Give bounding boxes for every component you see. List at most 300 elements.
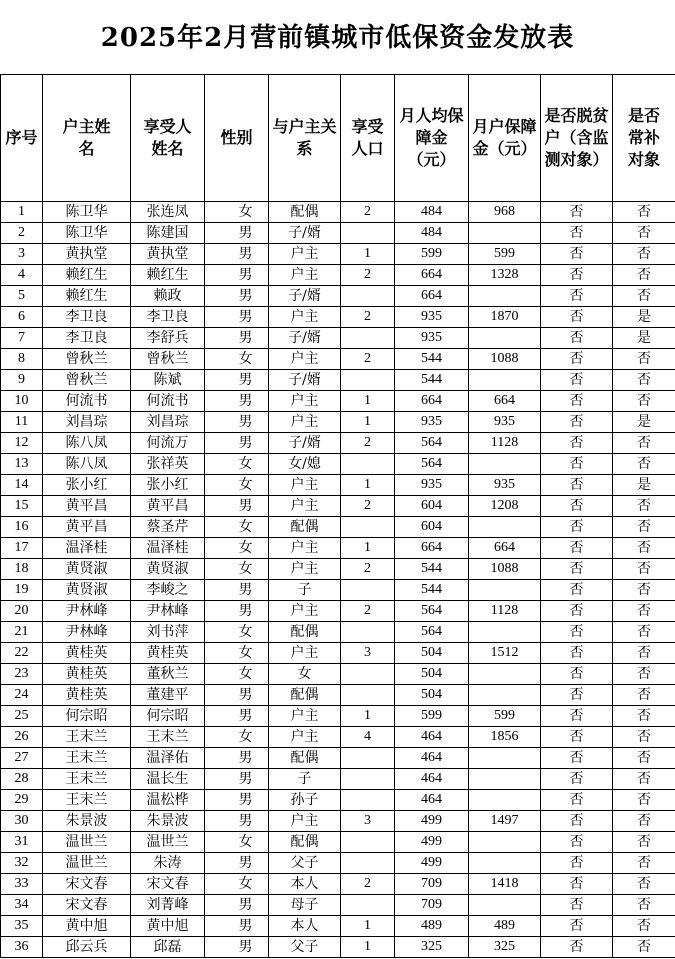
table-row: [1, 769, 675, 790]
cell-relation: 子/婿: [269, 223, 341, 244]
cell-no: 17: [1, 538, 43, 559]
cell-household-amount: [469, 223, 541, 244]
cell-recipient: 朱景波: [131, 811, 205, 832]
cell-household-amount: [469, 664, 541, 685]
cell-no: 30: [1, 811, 43, 832]
cell-poverty-flag: 否: [541, 769, 613, 790]
cell-population: [341, 622, 395, 643]
cell-population: 2: [341, 874, 395, 895]
cell-sex: 男: [205, 580, 269, 601]
cell-regular-flag: 否: [613, 454, 675, 475]
cell-recipient: 赖政: [131, 286, 205, 307]
cell-poverty-flag: 否: [541, 433, 613, 454]
cell-no: 5: [1, 286, 43, 307]
cell-population: 4: [341, 727, 395, 748]
cell-avg-amount: 464: [395, 790, 469, 811]
cell-household-head: 黄平昌: [43, 517, 131, 538]
cell-relation: 户主: [269, 307, 341, 328]
cell-no: 24: [1, 685, 43, 706]
table-row: [1, 496, 675, 517]
cell-population: [341, 832, 395, 853]
cell-household-amount: [469, 454, 541, 475]
cell-sex: 女: [205, 517, 269, 538]
table-row: [1, 517, 675, 538]
cell-avg-amount: 504: [395, 664, 469, 685]
cell-regular-flag: 是: [613, 307, 675, 328]
cell-poverty-flag: 否: [541, 580, 613, 601]
cell-relation: 户主: [269, 391, 341, 412]
cell-relation: 户主: [269, 559, 341, 580]
cell-household-head: 宋文春: [43, 874, 131, 895]
cell-avg-amount: 564: [395, 601, 469, 622]
cell-no: 16: [1, 517, 43, 538]
table-row: [1, 853, 675, 874]
table-row: [1, 727, 675, 748]
cell-regular-flag: 否: [613, 496, 675, 517]
cell-household-head: 邱云兵: [43, 937, 131, 958]
cell-regular-flag: 是: [613, 412, 675, 433]
cell-no: 7: [1, 328, 43, 349]
col-header-total: 月户保障金（元）: [469, 75, 541, 202]
cell-no: 29: [1, 790, 43, 811]
cell-poverty-flag: 否: [541, 664, 613, 685]
cell-recipient: 李峻之: [131, 580, 205, 601]
cell-poverty-flag: 否: [541, 853, 613, 874]
cell-regular-flag: 否: [613, 916, 675, 937]
cell-no: 22: [1, 643, 43, 664]
cell-avg-amount: 504: [395, 643, 469, 664]
table-row: [1, 391, 675, 412]
cell-avg-amount: 464: [395, 727, 469, 748]
cell-recipient: 刘菁峰: [131, 895, 205, 916]
cell-recipient: 温长生: [131, 769, 205, 790]
cell-poverty-flag: 否: [541, 895, 613, 916]
cell-avg-amount: 935: [395, 475, 469, 496]
cell-no: 2: [1, 223, 43, 244]
table-row: [1, 580, 675, 601]
cell-relation: 子/婿: [269, 286, 341, 307]
cell-relation: 户主: [269, 811, 341, 832]
col-header-avg: 月人均保障金（元）: [395, 75, 469, 202]
cell-sex: 男: [205, 265, 269, 286]
cell-no: 1: [1, 202, 43, 223]
cell-avg-amount: 544: [395, 370, 469, 391]
cell-household-amount: 599: [469, 244, 541, 265]
cell-relation: 孙子: [269, 790, 341, 811]
cell-sex: 男: [205, 685, 269, 706]
cell-regular-flag: 否: [613, 748, 675, 769]
table-row: [1, 832, 675, 853]
cell-relation: 配偶: [269, 832, 341, 853]
cell-poverty-flag: 否: [541, 370, 613, 391]
cell-relation: 本人: [269, 916, 341, 937]
cell-household-amount: 1856: [469, 727, 541, 748]
cell-household-amount: 664: [469, 538, 541, 559]
cell-no: 6: [1, 307, 43, 328]
cell-recipient: 温松桦: [131, 790, 205, 811]
cell-sex: 男: [205, 937, 269, 958]
cell-relation: 户主: [269, 475, 341, 496]
cell-regular-flag: 否: [613, 811, 675, 832]
cell-household-amount: [469, 832, 541, 853]
cell-relation: 子/婿: [269, 370, 341, 391]
cell-sex: 女: [205, 349, 269, 370]
cell-sex: 男: [205, 412, 269, 433]
cell-relation: 户主: [269, 601, 341, 622]
cell-poverty-flag: 否: [541, 496, 613, 517]
cell-population: 2: [341, 601, 395, 622]
cell-population: [341, 517, 395, 538]
cell-population: [341, 664, 395, 685]
cell-poverty-flag: 否: [541, 706, 613, 727]
table-row: [1, 265, 675, 286]
cell-household-head: 王末兰: [43, 748, 131, 769]
cell-relation: 本人: [269, 874, 341, 895]
cell-household-head: 朱景波: [43, 811, 131, 832]
cell-population: 2: [341, 202, 395, 223]
cell-recipient: 黄贤淑: [131, 559, 205, 580]
cell-recipient: 董秋兰: [131, 664, 205, 685]
cell-avg-amount: 464: [395, 748, 469, 769]
cell-regular-flag: 否: [613, 370, 675, 391]
cell-regular-flag: 否: [613, 601, 675, 622]
cell-relation: 配偶: [269, 748, 341, 769]
cell-population: 1: [341, 475, 395, 496]
cell-avg-amount: 325: [395, 937, 469, 958]
cell-household-head: 尹林峰: [43, 622, 131, 643]
cell-relation: 子/婿: [269, 433, 341, 454]
table-row: [1, 244, 675, 265]
table-row: [1, 601, 675, 622]
cell-household-head: 黄贤淑: [43, 559, 131, 580]
cell-household-amount: 1870: [469, 307, 541, 328]
cell-household-head: 陈八凤: [43, 433, 131, 454]
table-row: [1, 475, 675, 496]
cell-sex: 女: [205, 832, 269, 853]
cell-household-amount: 489: [469, 916, 541, 937]
cell-household-head: 温世兰: [43, 853, 131, 874]
cell-sex: 女: [205, 202, 269, 223]
cell-population: 2: [341, 307, 395, 328]
cell-poverty-flag: 否: [541, 244, 613, 265]
cell-household-amount: 1208: [469, 496, 541, 517]
table-row: [1, 664, 675, 685]
cell-relation: 子: [269, 769, 341, 790]
cell-regular-flag: 否: [613, 790, 675, 811]
table-row: [1, 433, 675, 454]
cell-no: 8: [1, 349, 43, 370]
cell-household-amount: [469, 769, 541, 790]
cell-population: 2: [341, 349, 395, 370]
cell-sex: 男: [205, 853, 269, 874]
cell-avg-amount: 499: [395, 832, 469, 853]
cell-avg-amount: 935: [395, 307, 469, 328]
cell-household-head: 曾秋兰: [43, 370, 131, 391]
cell-population: 1: [341, 916, 395, 937]
col-header-poor: 是否脱贫户（含监测对象）: [541, 75, 613, 202]
table-row: [1, 706, 675, 727]
cell-sex: 女: [205, 643, 269, 664]
cell-household-amount: [469, 790, 541, 811]
cell-household-head: 李卫良: [43, 328, 131, 349]
cell-avg-amount: 544: [395, 349, 469, 370]
cell-regular-flag: 是: [613, 328, 675, 349]
cell-avg-amount: 599: [395, 244, 469, 265]
cell-population: [341, 853, 395, 874]
cell-household-amount: 1512: [469, 643, 541, 664]
cell-poverty-flag: 否: [541, 391, 613, 412]
cell-sex: 男: [205, 328, 269, 349]
cell-regular-flag: 否: [613, 853, 675, 874]
cell-regular-flag: 否: [613, 895, 675, 916]
cell-no: 32: [1, 853, 43, 874]
cell-regular-flag: 否: [613, 874, 675, 895]
cell-household-head: 陈卫华: [43, 223, 131, 244]
cell-no: 35: [1, 916, 43, 937]
cell-sex: 男: [205, 601, 269, 622]
cell-population: 3: [341, 811, 395, 832]
cell-sex: 男: [205, 223, 269, 244]
cell-no: 11: [1, 412, 43, 433]
cell-sex: 男: [205, 244, 269, 265]
cell-avg-amount: 664: [395, 286, 469, 307]
cell-household-amount: 664: [469, 391, 541, 412]
cell-no: 4: [1, 265, 43, 286]
page-title: 2025年2月营前镇城市低保资金发放表: [100, 23, 575, 53]
table-row: [1, 559, 675, 580]
cell-recipient: 宋文春: [131, 874, 205, 895]
cell-avg-amount: 709: [395, 874, 469, 895]
cell-household-amount: 1128: [469, 433, 541, 454]
cell-recipient: 温世兰: [131, 832, 205, 853]
table-row: [1, 622, 675, 643]
cell-poverty-flag: 否: [541, 727, 613, 748]
cell-sex: 男: [205, 391, 269, 412]
cell-avg-amount: 499: [395, 811, 469, 832]
cell-regular-flag: 否: [613, 244, 675, 265]
table-row: [1, 748, 675, 769]
cell-sex: 男: [205, 769, 269, 790]
col-header-head: 户主姓名: [43, 75, 131, 202]
cell-household-head: 曾秋兰: [43, 349, 131, 370]
cell-sex: 男: [205, 748, 269, 769]
cell-household-amount: [469, 748, 541, 769]
cell-avg-amount: 935: [395, 412, 469, 433]
cell-sex: 男: [205, 433, 269, 454]
cell-sex: 男: [205, 916, 269, 937]
cell-recipient: 张连凤: [131, 202, 205, 223]
cell-avg-amount: 484: [395, 202, 469, 223]
cell-household-head: 尹林峰: [43, 601, 131, 622]
cell-recipient: 赖红生: [131, 265, 205, 286]
cell-regular-flag: 否: [613, 769, 675, 790]
cell-recipient: 黄执堂: [131, 244, 205, 265]
cell-household-amount: [469, 853, 541, 874]
table-row: [1, 454, 675, 475]
cell-no: 14: [1, 475, 43, 496]
cell-avg-amount: 664: [395, 265, 469, 286]
cell-avg-amount: 935: [395, 328, 469, 349]
cell-avg-amount: 599: [395, 706, 469, 727]
cell-poverty-flag: 否: [541, 685, 613, 706]
cell-recipient: 何宗昭: [131, 706, 205, 727]
cell-regular-flag: 是: [613, 475, 675, 496]
cell-poverty-flag: 否: [541, 307, 613, 328]
table-row: [1, 937, 675, 958]
cell-household-amount: 1418: [469, 874, 541, 895]
cell-poverty-flag: 否: [541, 622, 613, 643]
cell-regular-flag: 否: [613, 559, 675, 580]
cell-no: 25: [1, 706, 43, 727]
table-row: [1, 874, 675, 895]
cell-poverty-flag: 否: [541, 538, 613, 559]
cell-no: 15: [1, 496, 43, 517]
col-header-name: 享受人姓名: [131, 75, 205, 202]
cell-recipient: 黄桂英: [131, 643, 205, 664]
cell-recipient: 黄中旭: [131, 916, 205, 937]
cell-regular-flag: 否: [613, 622, 675, 643]
cell-poverty-flag: 否: [541, 475, 613, 496]
col-header-sex: 性别: [205, 75, 269, 202]
table-row: [1, 202, 675, 223]
table-row: [1, 685, 675, 706]
cell-poverty-flag: 否: [541, 559, 613, 580]
col-header-regular: 是否常补对象: [613, 75, 675, 202]
cell-household-amount: [469, 580, 541, 601]
cell-sex: 男: [205, 790, 269, 811]
cell-recipient: 李舒兵: [131, 328, 205, 349]
cell-poverty-flag: 否: [541, 811, 613, 832]
cell-household-head: 黄平昌: [43, 496, 131, 517]
cell-sex: 男: [205, 811, 269, 832]
cell-recipient: 黄平昌: [131, 496, 205, 517]
cell-poverty-flag: 否: [541, 790, 613, 811]
cell-household-amount: 968: [469, 202, 541, 223]
cell-no: 26: [1, 727, 43, 748]
cell-regular-flag: 否: [613, 286, 675, 307]
cell-avg-amount: 464: [395, 769, 469, 790]
cell-relation: 户主: [269, 349, 341, 370]
cell-relation: 子/婿: [269, 328, 341, 349]
cell-avg-amount: 544: [395, 580, 469, 601]
cell-population: 3: [341, 643, 395, 664]
cell-household-head: 李卫良: [43, 307, 131, 328]
cell-regular-flag: 否: [613, 349, 675, 370]
cell-population: 1: [341, 412, 395, 433]
cell-regular-flag: 否: [613, 685, 675, 706]
cell-sex: 男: [205, 307, 269, 328]
cell-regular-flag: 否: [613, 832, 675, 853]
cell-recipient: 邱磊: [131, 937, 205, 958]
cell-relation: 户主: [269, 244, 341, 265]
cell-relation: 配偶: [269, 622, 341, 643]
cell-household-head: 张小红: [43, 475, 131, 496]
cell-avg-amount: 709: [395, 895, 469, 916]
cell-avg-amount: 604: [395, 496, 469, 517]
cell-recipient: 何流书: [131, 391, 205, 412]
cell-population: 2: [341, 559, 395, 580]
cell-avg-amount: 564: [395, 433, 469, 454]
cell-population: 2: [341, 265, 395, 286]
cell-avg-amount: 664: [395, 538, 469, 559]
cell-sex: 女: [205, 538, 269, 559]
table-row: [1, 223, 675, 244]
cell-recipient: 张祥英: [131, 454, 205, 475]
cell-household-head: 王末兰: [43, 769, 131, 790]
cell-recipient: 张小红: [131, 475, 205, 496]
cell-regular-flag: 否: [613, 202, 675, 223]
cell-relation: 户主: [269, 496, 341, 517]
cell-no: 28: [1, 769, 43, 790]
cell-poverty-flag: 否: [541, 832, 613, 853]
cell-relation: 母子: [269, 895, 341, 916]
cell-recipient: 刘书萍: [131, 622, 205, 643]
cell-recipient: 李卫良: [131, 307, 205, 328]
cell-regular-flag: 否: [613, 433, 675, 454]
table-row: [1, 790, 675, 811]
cell-sex: 男: [205, 706, 269, 727]
cell-household-head: 温世兰: [43, 832, 131, 853]
allowance-table: [0, 74, 675, 958]
cell-no: 12: [1, 433, 43, 454]
cell-population: [341, 769, 395, 790]
cell-recipient: 刘昌琮: [131, 412, 205, 433]
table-row: [1, 643, 675, 664]
cell-household-head: 黄桂英: [43, 643, 131, 664]
cell-no: 3: [1, 244, 43, 265]
cell-population: [341, 580, 395, 601]
cell-population: [341, 895, 395, 916]
cell-household-head: 黄桂英: [43, 664, 131, 685]
cell-regular-flag: 否: [613, 706, 675, 727]
cell-no: 18: [1, 559, 43, 580]
col-header-population: 享受人口: [341, 75, 395, 202]
cell-regular-flag: 否: [613, 391, 675, 412]
cell-household-amount: 1088: [469, 559, 541, 580]
cell-population: [341, 790, 395, 811]
cell-poverty-flag: 否: [541, 454, 613, 475]
table-row: [1, 538, 675, 559]
cell-population: 1: [341, 538, 395, 559]
cell-relation: 户主: [269, 265, 341, 286]
cell-poverty-flag: 否: [541, 412, 613, 433]
cell-regular-flag: 否: [613, 643, 675, 664]
table-row: [1, 286, 675, 307]
cell-household-amount: 935: [469, 475, 541, 496]
cell-no: 33: [1, 874, 43, 895]
cell-population: 1: [341, 391, 395, 412]
cell-population: [341, 748, 395, 769]
cell-no: 34: [1, 895, 43, 916]
col-header-no: 序号: [1, 75, 43, 202]
cell-no: 20: [1, 601, 43, 622]
cell-household-amount: [469, 895, 541, 916]
cell-sex: 女: [205, 874, 269, 895]
cell-avg-amount: 544: [395, 559, 469, 580]
cell-household-amount: 1497: [469, 811, 541, 832]
table-row: [1, 895, 675, 916]
cell-no: 27: [1, 748, 43, 769]
cell-regular-flag: 否: [613, 538, 675, 559]
cell-poverty-flag: 否: [541, 916, 613, 937]
cell-poverty-flag: 否: [541, 748, 613, 769]
cell-household-head: 陈卫华: [43, 202, 131, 223]
cell-sex: 女: [205, 559, 269, 580]
cell-poverty-flag: 否: [541, 517, 613, 538]
cell-avg-amount: 604: [395, 517, 469, 538]
cell-regular-flag: 否: [613, 223, 675, 244]
cell-household-head: 何宗昭: [43, 706, 131, 727]
